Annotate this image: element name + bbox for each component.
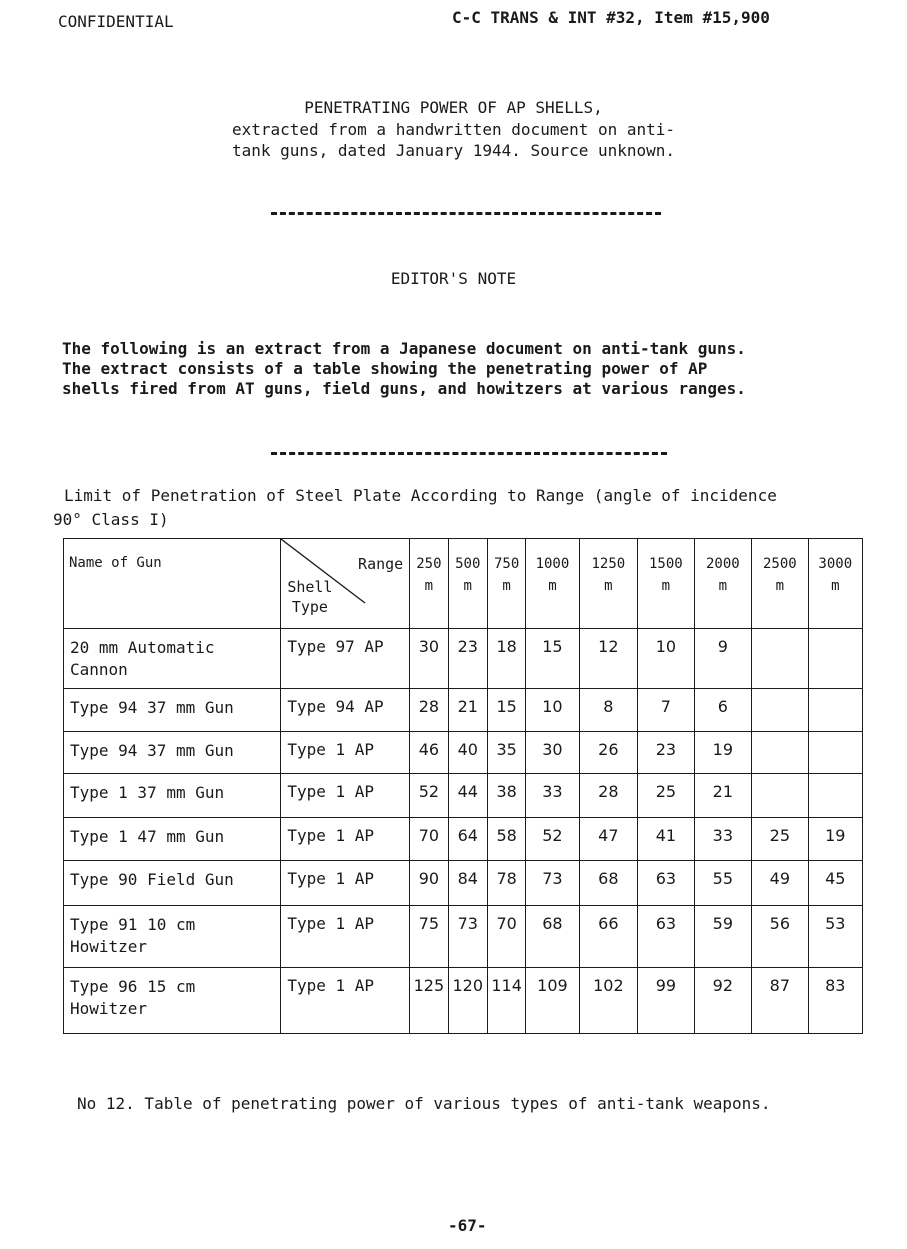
value-cell: [808, 689, 862, 732]
document-reference: C-C TRANS & INT #32, Item #15,900: [452, 8, 770, 27]
value-cell: 10: [638, 629, 694, 689]
editor-note-line-2: The extract consists of a table showing the penetrating power of AP: [62, 359, 708, 378]
value-cell: 28: [579, 774, 638, 818]
value-cell: 28: [410, 689, 448, 732]
value-cell: 44: [448, 774, 487, 818]
value-cell: [752, 774, 808, 818]
value-cell: 68: [526, 906, 579, 968]
name-of-gun-header: Name of Gun: [64, 539, 281, 629]
value-cell: 92: [694, 968, 752, 1034]
value-cell: 38: [487, 774, 525, 818]
value-cell: 75: [410, 906, 448, 968]
range-header-750: 750 m: [487, 539, 525, 629]
range-header-1000: 1000 m: [526, 539, 579, 629]
shell-type-cell: Type 1 AP: [281, 906, 410, 968]
value-cell: 87: [752, 968, 808, 1034]
range-header-3000: 3000 m: [808, 539, 862, 629]
value-cell: 19: [808, 818, 862, 861]
value-cell: 70: [487, 906, 525, 968]
range-shell-header: [281, 539, 410, 629]
range-header-500: 500 m: [448, 539, 487, 629]
range-header-1250: 1250 m: [579, 539, 638, 629]
editor-note-heading: EDITOR'S NOTE: [390, 269, 517, 288]
value-cell: 125: [410, 968, 448, 1034]
value-cell: 114: [487, 968, 525, 1034]
separator-line-1: [271, 212, 661, 218]
value-cell: 15: [487, 689, 525, 732]
value-cell: 33: [694, 818, 752, 861]
value-cell: 70: [410, 818, 448, 861]
value-cell: [808, 774, 862, 818]
shell-type-cell: Type 94 AP: [281, 689, 410, 732]
value-cell: 66: [579, 906, 638, 968]
gun-name-cell: Type 1 37 mm Gun: [64, 774, 281, 818]
value-cell: 25: [752, 818, 808, 861]
value-cell: 53: [808, 906, 862, 968]
value-cell: 23: [638, 732, 694, 774]
value-cell: 64: [448, 818, 487, 861]
page-number: -67-: [448, 1216, 487, 1235]
value-cell: 46: [410, 732, 448, 774]
value-cell: 52: [410, 774, 448, 818]
value-cell: [752, 629, 808, 689]
table-row: [64, 732, 863, 774]
gun-name-cell: Type 90 Field Gun: [64, 861, 281, 906]
value-cell: 41: [638, 818, 694, 861]
document-title: PENETRATING POWER OF AP SHELLS,: [304, 98, 603, 117]
range-header-2500: 2500 m: [752, 539, 808, 629]
value-cell: 83: [808, 968, 862, 1034]
value-cell: 21: [448, 689, 487, 732]
penetration-table: [63, 538, 863, 1034]
shell-type-cell: Type 1 AP: [281, 861, 410, 906]
value-cell: 6: [694, 689, 752, 732]
figure-caption: No 12. Table of penetrating power of various types of anti-tank weapons.: [77, 1094, 771, 1113]
shell-type-label: Shell Type: [287, 578, 333, 616]
value-cell: 59: [694, 906, 752, 968]
separator-line-2: [271, 452, 667, 458]
table-row: [64, 906, 863, 968]
gun-name-cell: Type 96 15 cm Howitzer: [64, 968, 281, 1034]
table-row: [64, 861, 863, 906]
table-row: [64, 968, 863, 1034]
title-subline-1: extracted from a handwritten document on anti-: [231, 120, 676, 139]
table-caption-line-1: Limit of Penetration of Steel Plate According to Range (angle of incidence: [64, 486, 777, 505]
value-cell: 120: [448, 968, 487, 1034]
value-cell: 58: [487, 818, 525, 861]
value-cell: 45: [808, 861, 862, 906]
value-cell: 26: [579, 732, 638, 774]
value-cell: 12: [579, 629, 638, 689]
value-cell: 8: [579, 689, 638, 732]
value-cell: 19: [694, 732, 752, 774]
gun-name-cell: Type 94 37 mm Gun: [64, 689, 281, 732]
range-label: Range: [358, 555, 404, 573]
gun-name-cell: Type 1 47 mm Gun: [64, 818, 281, 861]
value-cell: 40: [448, 732, 487, 774]
table-caption-line-2: 90° Class I): [53, 510, 169, 529]
shell-type-cell: Type 97 AP: [281, 629, 410, 689]
gun-name-cell: 20 mm Automatic Cannon: [64, 629, 281, 689]
table-row: [64, 629, 863, 689]
value-cell: 55: [694, 861, 752, 906]
value-cell: 47: [579, 818, 638, 861]
table-row: [64, 689, 863, 732]
value-cell: [808, 732, 862, 774]
value-cell: 25: [638, 774, 694, 818]
value-cell: 49: [752, 861, 808, 906]
value-cell: [808, 629, 862, 689]
value-cell: 84: [448, 861, 487, 906]
value-cell: 99: [638, 968, 694, 1034]
shell-type-cell: Type 1 AP: [281, 818, 410, 861]
shell-type-cell: Type 1 AP: [281, 968, 410, 1034]
value-cell: 35: [487, 732, 525, 774]
value-cell: 78: [487, 861, 525, 906]
value-cell: 63: [638, 861, 694, 906]
value-cell: 7: [638, 689, 694, 732]
value-cell: [752, 732, 808, 774]
range-header-2000: 2000 m: [694, 539, 752, 629]
value-cell: 109: [526, 968, 579, 1034]
value-cell: 23: [448, 629, 487, 689]
gun-name-cell: Type 94 37 mm Gun: [64, 732, 281, 774]
table-row: [64, 818, 863, 861]
value-cell: 21: [694, 774, 752, 818]
value-cell: 18: [487, 629, 525, 689]
value-cell: 9: [694, 629, 752, 689]
title-subline-2: tank guns, dated January 1944. Source unknown.: [231, 141, 676, 160]
value-cell: 68: [579, 861, 638, 906]
value-cell: 30: [526, 732, 579, 774]
table-header-row: [64, 539, 863, 629]
range-header-250: 250 m: [410, 539, 448, 629]
value-cell: 33: [526, 774, 579, 818]
value-cell: 30: [410, 629, 448, 689]
editor-note-line-3: shells fired from AT guns, field guns, and howitzers at various ranges.: [62, 379, 746, 398]
range-header-1500: 1500 m: [638, 539, 694, 629]
value-cell: 15: [526, 629, 579, 689]
shell-type-cell: Type 1 AP: [281, 732, 410, 774]
value-cell: 90: [410, 861, 448, 906]
value-cell: 102: [579, 968, 638, 1034]
value-cell: 73: [526, 861, 579, 906]
value-cell: [752, 689, 808, 732]
table-row: [64, 774, 863, 818]
value-cell: 10: [526, 689, 579, 732]
value-cell: 73: [448, 906, 487, 968]
value-cell: 52: [526, 818, 579, 861]
shell-type-cell: Type 1 AP: [281, 774, 410, 818]
classification-label: CONFIDENTIAL: [58, 12, 174, 31]
editor-note-line-1: The following is an extract from a Japanese document on anti-tank guns.: [62, 339, 746, 358]
value-cell: 56: [752, 906, 808, 968]
gun-name-cell: Type 91 10 cm Howitzer: [64, 906, 281, 968]
value-cell: 63: [638, 906, 694, 968]
